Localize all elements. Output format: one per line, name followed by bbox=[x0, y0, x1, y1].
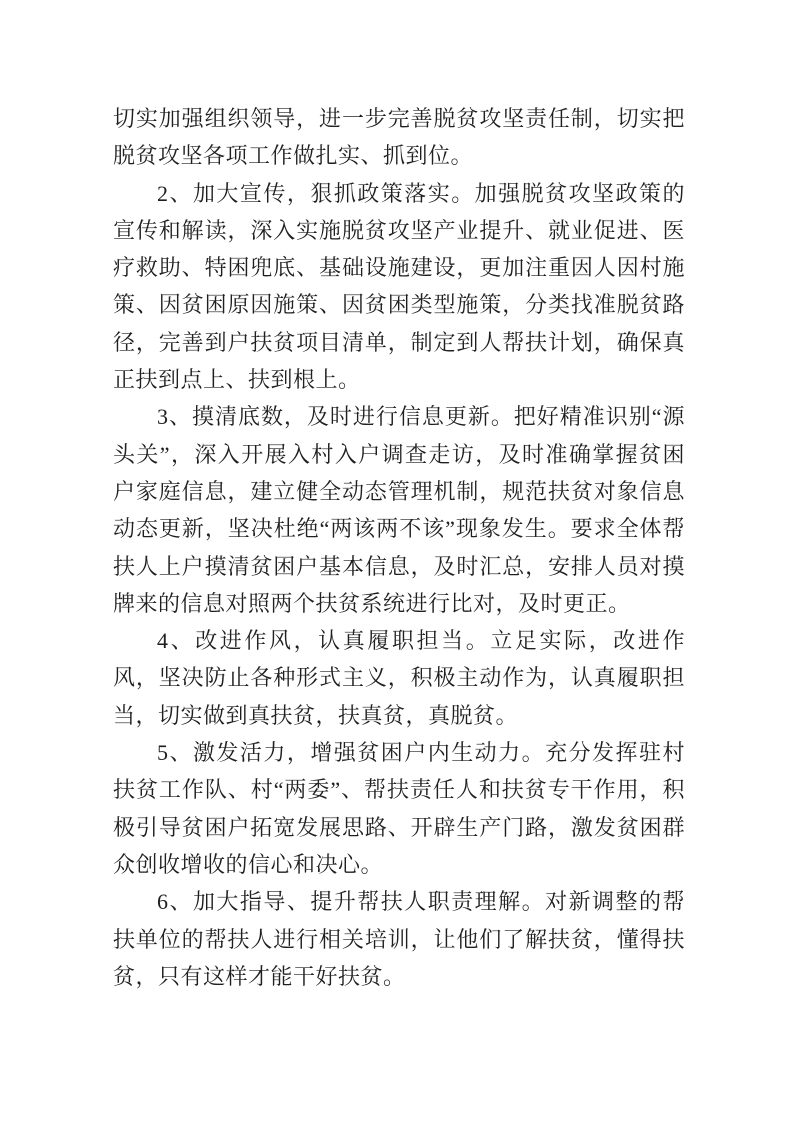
paragraph-item-2: 2、加大宣传，狠抓政策落实。加强脱贫攻坚政策的宣传和解读，深入实施脱贫攻坚产业提升、就业促进、医疗救助、特困兜底、基础设施建设，更加注重因人因村施策、因贫困原因施策、因贫困类型施策，分类找准脱贫路径，完善到户扶贫项目清单，制定到人帮扶计划，确保真正扶到点上、扶到根上。 bbox=[113, 180, 685, 393]
paragraph-item-5: 5、激发活力，增强贫困户内生动力。充分发挥驻村扶贫工作队、村“两委”、帮扶责任人和扶贫专干作用，积极引导贫困户拓宽发展思路、开辟生产门路，激发贫困群众创收增收的信心和决心。 bbox=[113, 740, 685, 877]
paragraph-item-3: 3、摸清底数，及时进行信息更新。把好精准识别“源头关”，深入开展入村入户调查走访，及时准确掌握贫困户家庭信息，建立健全动态管理机制，规范扶贫对象信息动态更新，坚决杜绝“两该两不该”现象发生。要求全体帮扶人上户摸清贫困户基本信息，及时汇总，安排人员对摸牌来的信息对照两个扶贫系统进行比对，及时更正。 bbox=[113, 404, 685, 616]
paragraph-item-6: 6、加大指导、提升帮扶人职责理解。对新调整的帮扶单位的帮扶人进行相关培训，让他们了解扶贫，懂得扶贫，只有这样才能干好扶贫。 bbox=[113, 889, 685, 989]
document-content bbox=[113, 100, 685, 995]
paragraph-item-4: 4、改进作风，认真履职担当。立足实际，改进作风，坚决防止各种形式主义，积极主动作为，认真履职担当，切实做到真扶贫，扶真贫，真脱贫。 bbox=[113, 628, 685, 728]
paragraph-continuation: 切实加强组织领导，进一步完善脱贫攻坚责任制，切实把脱贫攻坚各项工作做扎实、抓到位。 bbox=[113, 106, 685, 169]
